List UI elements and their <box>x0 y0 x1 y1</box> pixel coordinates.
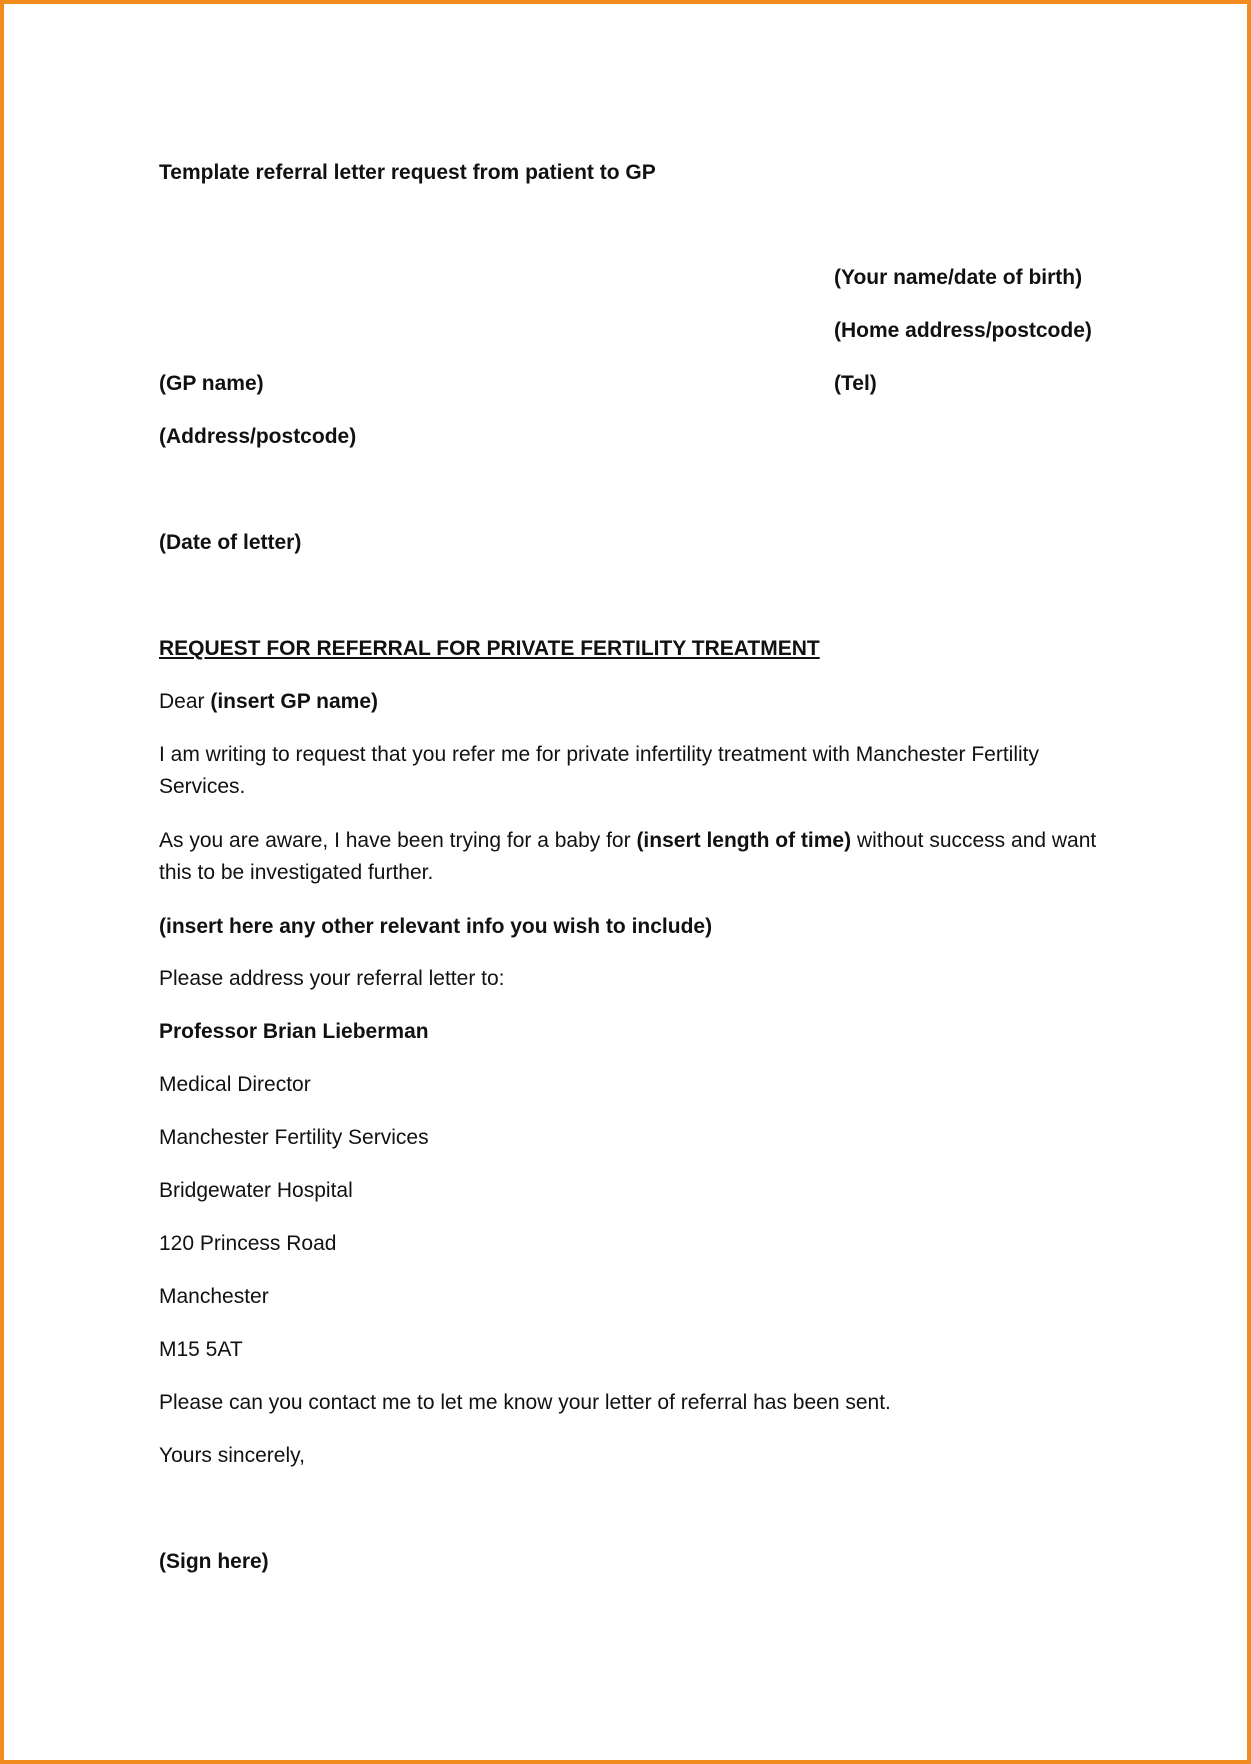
length-of-time-placeholder: (insert length of time) <box>636 829 852 852</box>
paragraph-trying-for-baby <box>159 825 1099 889</box>
paragraph-2-before: As you are aware, I have been trying for a baby for <box>159 829 637 852</box>
address-intro: Please address your referral letter to: <box>159 967 505 990</box>
salutation <box>159 686 378 718</box>
recipient-address: (Address/postcode) <box>159 425 357 448</box>
letter-subject: REQUEST FOR REFERRAL FOR PRIVATE FERTILITY TREATMENT <box>159 637 820 660</box>
referral-street: 120 Princess Road <box>159 1232 337 1255</box>
sender-name-dob: (Your name/date of birth) <box>834 266 1083 289</box>
paragraph-2-after: without success and want this to be investigated further. <box>159 829 1097 884</box>
sender-home-address: (Home address/postcode) <box>834 319 1092 342</box>
referral-postcode: M15 5AT <box>159 1338 243 1361</box>
referral-name: Professor Brian Lieberman <box>159 1020 429 1043</box>
referral-city: Manchester <box>159 1285 269 1308</box>
referral-title: Medical Director <box>159 1073 311 1096</box>
signature-placeholder: (Sign here) <box>159 1550 269 1573</box>
referral-hospital: Bridgewater Hospital <box>159 1179 353 1202</box>
salutation-prefix: Dear <box>159 690 211 713</box>
paragraph-referral-request: I am writing to request that you refer me for private infertility treatment with Manchester Fertility Services. <box>159 743 1039 798</box>
date-of-letter: (Date of letter) <box>159 531 302 554</box>
other-info-placeholder: (insert here any other relevant info you wish to include) <box>159 915 713 938</box>
closing-request: Please can you contact me to let me know your letter of referral has been sent. <box>159 1391 891 1414</box>
recipient-gp-name: (GP name) <box>159 372 264 395</box>
referral-organisation: Manchester Fertility Services <box>159 1126 429 1149</box>
sign-off: Yours sincerely, <box>159 1444 305 1467</box>
template-title: Template referral letter request from patient to GP <box>159 161 656 184</box>
salutation-gp-placeholder: (insert GP name) <box>210 690 379 713</box>
sender-tel: (Tel) <box>834 372 877 395</box>
